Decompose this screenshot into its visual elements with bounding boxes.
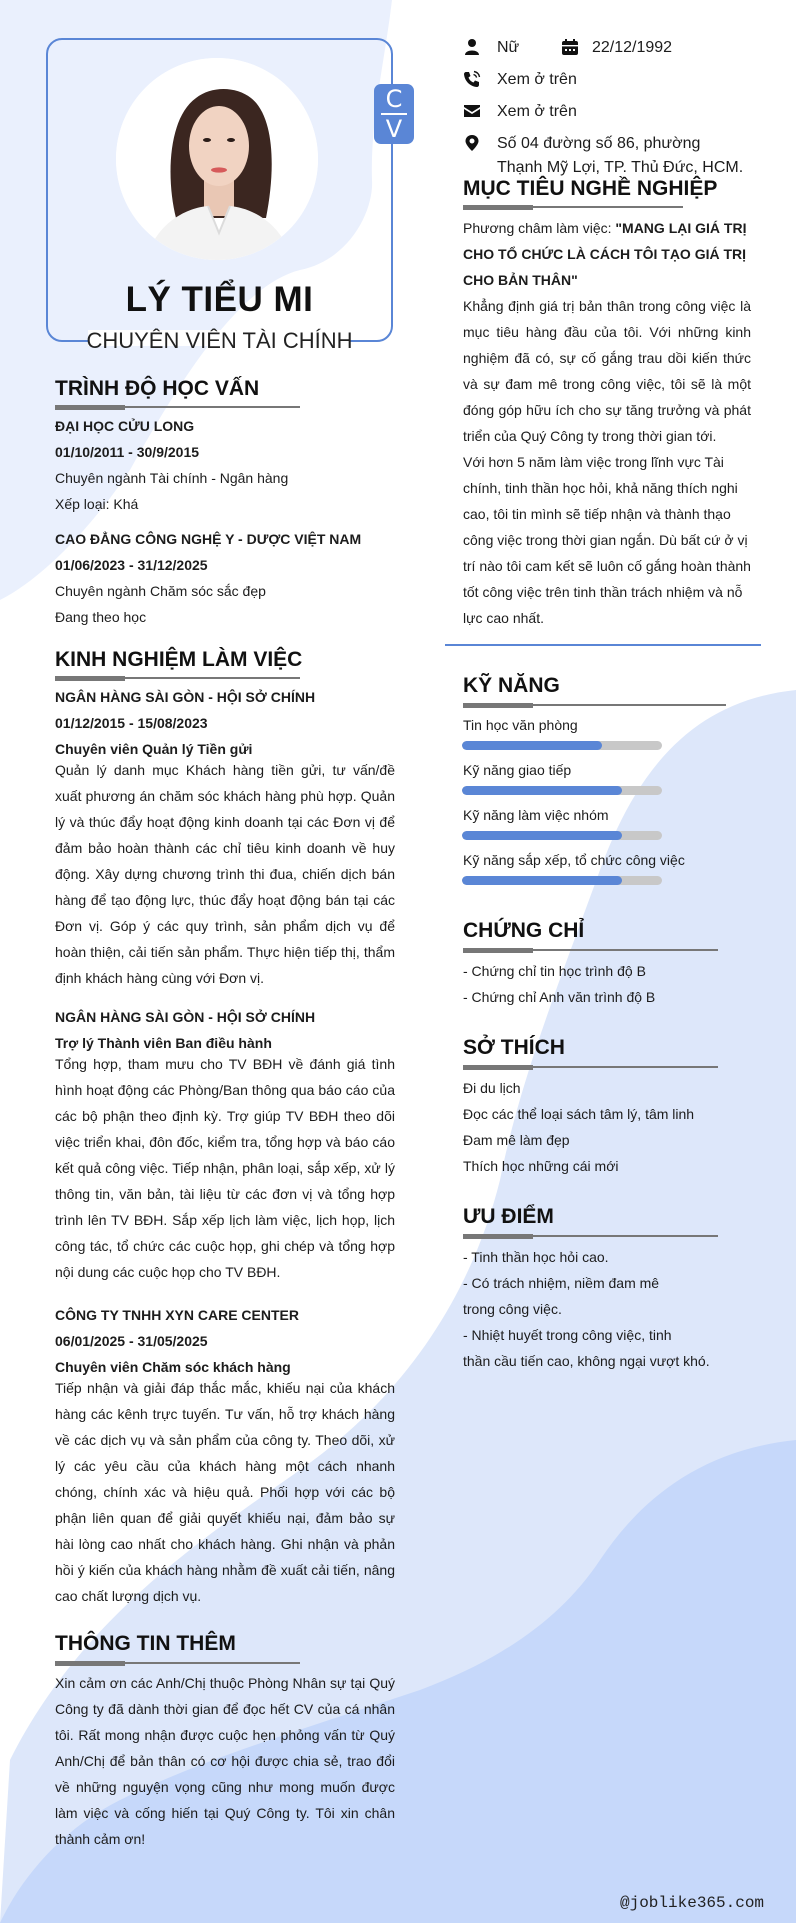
- skill-bar-fill: [462, 741, 602, 750]
- cv-badge: [374, 84, 414, 144]
- objective-p2-line: chính, tinh thần học hỏi, khả năng thích nghi: [463, 480, 738, 496]
- certificates-heading-underline: [463, 949, 718, 951]
- birthday-value: 22/12/1992: [592, 39, 673, 56]
- skills-heading-underline: [463, 704, 726, 706]
- gender-value: Nữ: [497, 39, 520, 56]
- objective-paragraph-2: [463, 449, 763, 631]
- additional-info-heading-underline: [55, 1662, 300, 1664]
- location-pin-icon: [463, 134, 481, 152]
- hobbies-heading: SỞ THÍCH: [463, 1036, 565, 1059]
- strength-line: - Nhiệt huyết trong công việc, tinh: [463, 1327, 672, 1343]
- skill-bar-fill: [462, 786, 622, 795]
- objective-motto: [463, 215, 763, 293]
- motto-line-3: CHO BẢN THÂN": [463, 272, 578, 288]
- additional-info-text: Xin cảm ơn các Anh/Chị thuộc Phòng Nhân sự tại Quý Công ty đã dành thời gian để đọc hết CV của cá nhân tôi. Rất mong nhận được cuộc hẹn phỏng vấn từ Quý Anh/Chị để bản thân có cơ hội được chia sẻ, trao đổi về những nguyện vọng cũng như mong muốn được làm việc và cống hiến tại Quý Công ty. Tôi xin chân thành cảm ơn!: [55, 1675, 395, 1847]
- skill-label: Kỹ năng sắp xếp, tổ chức công việc: [463, 852, 685, 868]
- education-heading: TRÌNH ĐỘ HỌC VẤN: [55, 377, 260, 400]
- education-note: Xếp loại: Khá: [55, 496, 139, 512]
- cv-badge-bottom: V: [385, 115, 403, 143]
- skill-bar-track: [462, 831, 662, 840]
- watermark: @joblike365.com: [620, 1894, 765, 1912]
- experience-company: NGÂN HÀNG SÀI GÒN - HỘI SỞ CHÍNH: [55, 689, 316, 705]
- cv-badge-top: C: [385, 85, 403, 113]
- certificates-heading: CHỨNG CHỈ: [463, 919, 585, 942]
- experience-company: CÔNG TY TNHH XYN CARE CENTER: [55, 1307, 299, 1323]
- experience-role: Chuyên viên Quản lý Tiền gửi: [55, 741, 253, 757]
- objective-p2-line: Với hơn 5 năm làm việc trong lĩnh vực Tài: [463, 454, 724, 470]
- email-value: Xem ở trên: [497, 103, 577, 120]
- motto-line-1: "MANG LẠI GIÁ TRỊ: [615, 220, 747, 236]
- envelope-icon: [463, 102, 481, 120]
- hobby-item: Đam mê làm đẹp: [463, 1132, 570, 1148]
- experience-company: NGÂN HÀNG SÀI GÒN - HỘI SỞ CHÍNH: [55, 1009, 316, 1025]
- objective-p2-line: trí nào tôi cam kết sẽ luôn cố gắng hoàn thành: [463, 558, 751, 574]
- additional-info-heading: THÔNG TIN THÊM: [55, 1632, 236, 1655]
- candidate-name: LÝ TIỂU MI: [125, 280, 314, 319]
- skill-bar-track: [462, 786, 662, 795]
- education-dates: 01/10/2011 - 30/9/2015: [55, 444, 200, 460]
- experience-dates: 06/01/2025 - 31/05/2025: [55, 1333, 208, 1349]
- experience-description: Tiếp nhận và giải đáp thắc mắc, khiếu nại của khách hàng các kênh trực tuyến. Tư vấn, hỗ trợ khách hàng về các dịch vụ và sản phẩm của công ty. Theo dõi, xử lý các yêu cầu của khách hàng một cách nhanh chóng, chính xác và hiệu quả. Phối hợp với các bộ phận liên quan để giải quyết khiếu nại, đảm bảo sự hài lòng cao nhất cho khách hàng. Ghi nhận và phản hồi ý kiến của khách hàng nhằm đề xuất cải tiến, nâng cao chất lượng dịch vụ.: [55, 1380, 395, 1604]
- strengths-heading-underline: [463, 1235, 718, 1237]
- education-major: Chuyên ngành Chăm sóc sắc đẹp: [55, 583, 266, 599]
- avatar: [116, 58, 318, 260]
- motto-prefix: Phương châm làm việc:: [463, 220, 616, 236]
- experience-description: Tổng hợp, tham mưu cho TV BĐH về đánh giá tình hình hoạt động các Phòng/Ban thông qua báo cáo của các bộ phận theo định kỳ. Trợ giúp TV BĐH theo dõi việc triển khai, đôn đốc, kiểm tra, tổng hợp và báo cáo kết quả công việc. Tiếp nhận, phân loại, sắp xếp, xử lý thông tin, văn bản, tài liệu từ các đơn vị và tổng hợp trình lên TV BĐH. Sắp xếp lịch làm việc, lịch họp, lịch công tác, tổ chức các cuộc họp, ghi chép và tổng hợp nội dung các cuộc họp cho TV BĐH.: [55, 1056, 395, 1280]
- objective-heading-underline: [463, 206, 683, 208]
- strength-line: - Có trách nhiệm, niềm đam mê: [463, 1275, 660, 1291]
- job-title: CHUYÊN VIÊN TÀI CHÍNH: [86, 328, 353, 353]
- education-major: Chuyên ngành Tài chính - Ngân hàng: [55, 470, 289, 486]
- calendar-icon: [561, 38, 579, 56]
- education-heading-underline: [55, 406, 300, 408]
- education-school: CAO ĐẲNG CÔNG NGHỆ Y - DƯỢC VIỆT NAM: [55, 531, 362, 547]
- certificate-item: - Chứng chỉ tin học trình độ B: [463, 963, 646, 979]
- education-note: Đang theo học: [55, 609, 147, 625]
- objective-heading: MỤC TIÊU NGHỀ NGHIỆP: [463, 177, 718, 200]
- skill-label: Kỹ năng giao tiếp: [463, 762, 572, 778]
- skill-bar-track: [462, 741, 662, 750]
- hobby-item: Đọc các thể loại sách tâm lý, tâm linh: [463, 1106, 695, 1122]
- hobby-item: Thích học những cái mới: [463, 1158, 619, 1174]
- experience-dates: 01/12/2015 - 15/08/2023: [55, 715, 208, 731]
- address-line-1: Số 04 đường số 86, phường: [497, 135, 701, 152]
- education-dates: 01/06/2023 - 31/12/2025: [55, 557, 208, 573]
- objective-p2-line: cao, tôi tin mình sẽ tiếp nhận và thành thạo: [463, 506, 731, 522]
- motto-line-2: CHO TỔ CHỨC LÀ CÁCH TÔI TẠO GIÁ TRỊ: [463, 246, 747, 262]
- experience-heading-underline: [55, 677, 300, 679]
- strengths-heading: ƯU ĐIỂM: [463, 1205, 554, 1228]
- phone-value: Xem ở trên: [497, 71, 577, 88]
- section-divider: [445, 644, 761, 646]
- objective-p2-line: công việc trong thời gian ngắn. Dù bất cứ ở vị: [463, 532, 748, 548]
- skill-label: Kỹ năng làm việc nhóm: [463, 807, 609, 823]
- certificate-item: - Chứng chỉ Anh văn trình độ B: [463, 989, 656, 1005]
- phone-icon: [463, 70, 481, 88]
- experience-role: Trợ lý Thành viên Ban điều hành: [55, 1035, 272, 1051]
- objective-p2-line: lực cao nhất.: [463, 610, 544, 626]
- skills-heading: KỸ NĂNG: [463, 674, 560, 697]
- hobby-item: Đi du lịch: [463, 1080, 521, 1096]
- objective-paragraph-1: Khẳng định giá trị bản thân trong công việc là mục tiêu hàng đầu của tôi. Với những kinh nghiệm đã có, sự cố gắng trau dồi kiến thức và sự đam mê trong công việc, tôi sẽ là một đóng góp hữu ích cho sự tăng trưởng và phát triển của Quý Công ty trong thời gian tới.: [463, 298, 751, 444]
- address-line-2: Thạnh Mỹ Lợi, TP. Thủ Đức, HCM.: [497, 159, 744, 176]
- skill-bar-fill: [462, 831, 622, 840]
- user-icon: [463, 38, 481, 56]
- skill-label: Tin học văn phòng: [463, 717, 578, 733]
- strength-line: trong công việc.: [463, 1301, 562, 1317]
- experience-role: Chuyên viên Chăm sóc khách hàng: [55, 1359, 291, 1375]
- hobbies-heading-underline: [463, 1066, 718, 1068]
- skill-bar-track: [462, 876, 662, 885]
- experience-description: Quản lý danh mục Khách hàng tiền gửi, tư vấn/đề xuất phương án chăm sóc khách hàng phù hợp. Quản lý và thúc đẩy hoạt động kinh doanh tại các Đơn vị để đảm bảo hoàn thành các chỉ tiêu kinh doanh về huy động. Xây dựng chương trình thi đua, chiến dịch bán hàng để tạo động lực, thúc đẩy hoạt động bán tại các Đơn vị. Góp ý các quy trình, sản phẩm dịch vụ để hoàn thiện, cải tiến sản phẩm. Thực hiện tiếp thị, thẩm định khách hàng cùng với Đơn vị.: [55, 762, 395, 986]
- objective-p2-line: tốt công việc trên tinh thần trách nhiệm và nỗ: [463, 584, 743, 600]
- skill-bar-fill: [462, 876, 622, 885]
- strength-line: thần cầu tiến cao, không ngại vượt khó.: [463, 1353, 710, 1369]
- experience-heading: KINH NGHIỆM LÀM VIỆC: [55, 648, 303, 671]
- education-school: ĐẠI HỌC CỬU LONG: [55, 418, 195, 434]
- portrait-photo-icon: [116, 58, 318, 260]
- strength-line: - Tinh thần học hỏi cao.: [463, 1249, 609, 1265]
